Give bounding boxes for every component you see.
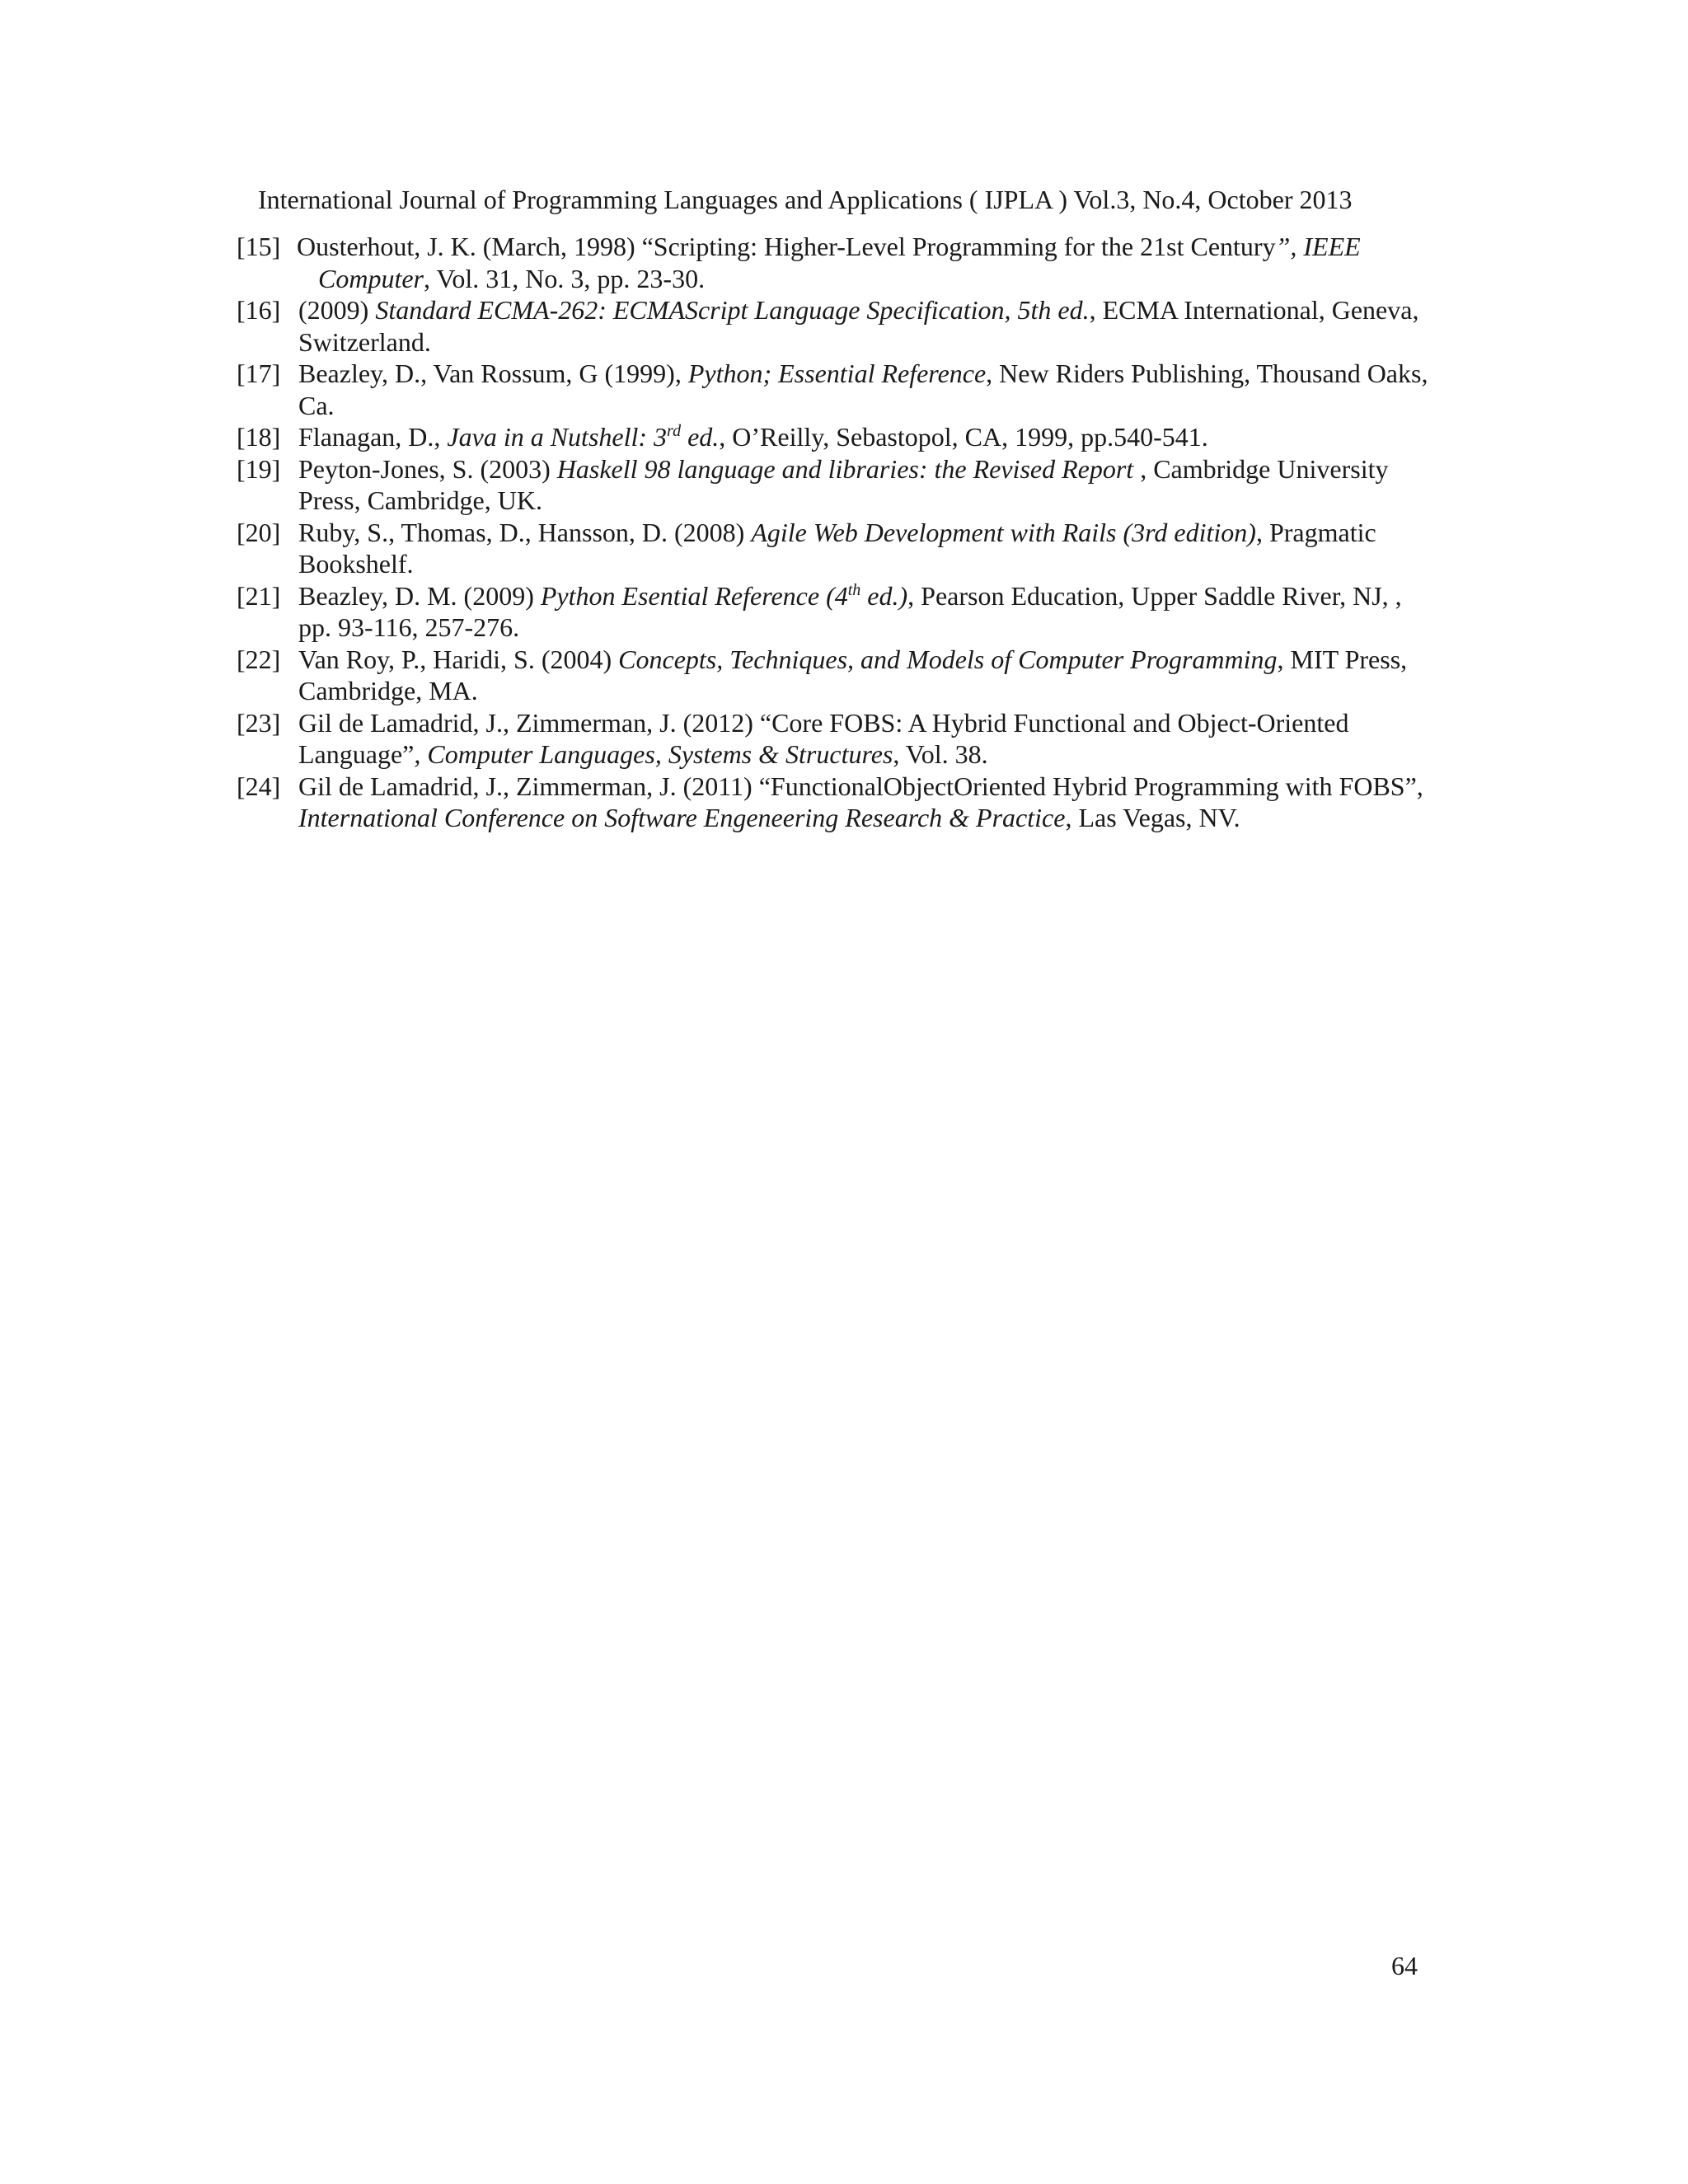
- reference-text: Peyton-Jones, S. (2003) Haskell 98 language and libraries: the Revised Report , Cambridge University Press, Cambridge, UK.: [298, 453, 1389, 515]
- reference-item: [237, 421, 1440, 453]
- reference-text: Beazley, D. M. (2009) Python Esential Reference (4th ed.), Pearson Education, Upper Saddle River, NJ, , pp. 93-116, 257-276.: [298, 580, 1402, 642]
- reference-number: [23]: [237, 707, 281, 738]
- reference-text: Van Roy, P., Haridi, S. (2004) Concepts, Techniques, and Models of Computer Programming, MIT Press, Cambridge, MA.: [298, 644, 1408, 705]
- reference-item: [237, 231, 1440, 294]
- reference-number: [20]: [237, 517, 281, 547]
- reference-item: [237, 644, 1440, 707]
- reference-item: [237, 707, 1440, 771]
- reference-item: [237, 358, 1440, 421]
- reference-item: [237, 453, 1440, 517]
- reference-item: [237, 580, 1440, 644]
- reference-number: [17]: [237, 359, 281, 388]
- reference-item: [237, 294, 1440, 358]
- reference-number: [16]: [237, 295, 281, 325]
- running-header: International Journal of Programming Languages and Applications ( IJPLA ) Vol.3, No.4, October 2013: [258, 185, 1353, 214]
- reference-text: Gil de Lamadrid, J., Zimmerman, J. (2012) “Core FOBS: A Hybrid Functional and Object-Oriented Language”, Computer Languages, Systems & Structures, Vol. 38.: [298, 707, 1349, 769]
- reference-list: [237, 231, 1440, 834]
- reference-item: [237, 771, 1440, 834]
- reference-text: Flanagan, D., Java in a Nutshell: 3rd ed., O’Reilly, Sebastopol, CA, 1999, pp.540-541.: [298, 422, 1208, 452]
- reference-text: Ruby, S., Thomas, D., Hansson, D. (2008) Agile Web Development with Rails (3rd edition), Pragmatic Bookshelf.: [298, 517, 1376, 579]
- reference-item: [237, 517, 1440, 580]
- reference-text: Gil de Lamadrid, J., Zimmerman, J. (2011) “FunctionalObjectOriented Hybrid Programming with FOBS”, International Conference on Software Engeneering Research & Practice, Las Vegas, NV.: [298, 771, 1423, 832]
- reference-number: [18]: [237, 422, 281, 452]
- reference-text: Beazley, D., Van Rossum, G (1999), Python; Essential Reference, New Riders Publishing, Thousand Oaks, Ca.: [298, 359, 1428, 420]
- reference-text: Ousterhout, J. K. (March, 1998) “Scripting: Higher-Level Programming for the 21st Century”, IEEE Computer, Vol. 31, No. 3, pp. 23-30.: [297, 232, 1361, 293]
- reference-number: [15]: [237, 232, 281, 261]
- reference-number: [19]: [237, 453, 281, 484]
- reference-text: (2009) Standard ECMA-262: ECMAScript Language Specification, 5th ed., ECMA International, Geneva, Switzerland.: [298, 295, 1419, 357]
- page-number: 64: [1391, 1951, 1418, 1980]
- reference-number: [21]: [237, 580, 281, 611]
- reference-number: [22]: [237, 644, 281, 674]
- reference-number: [24]: [237, 771, 281, 801]
